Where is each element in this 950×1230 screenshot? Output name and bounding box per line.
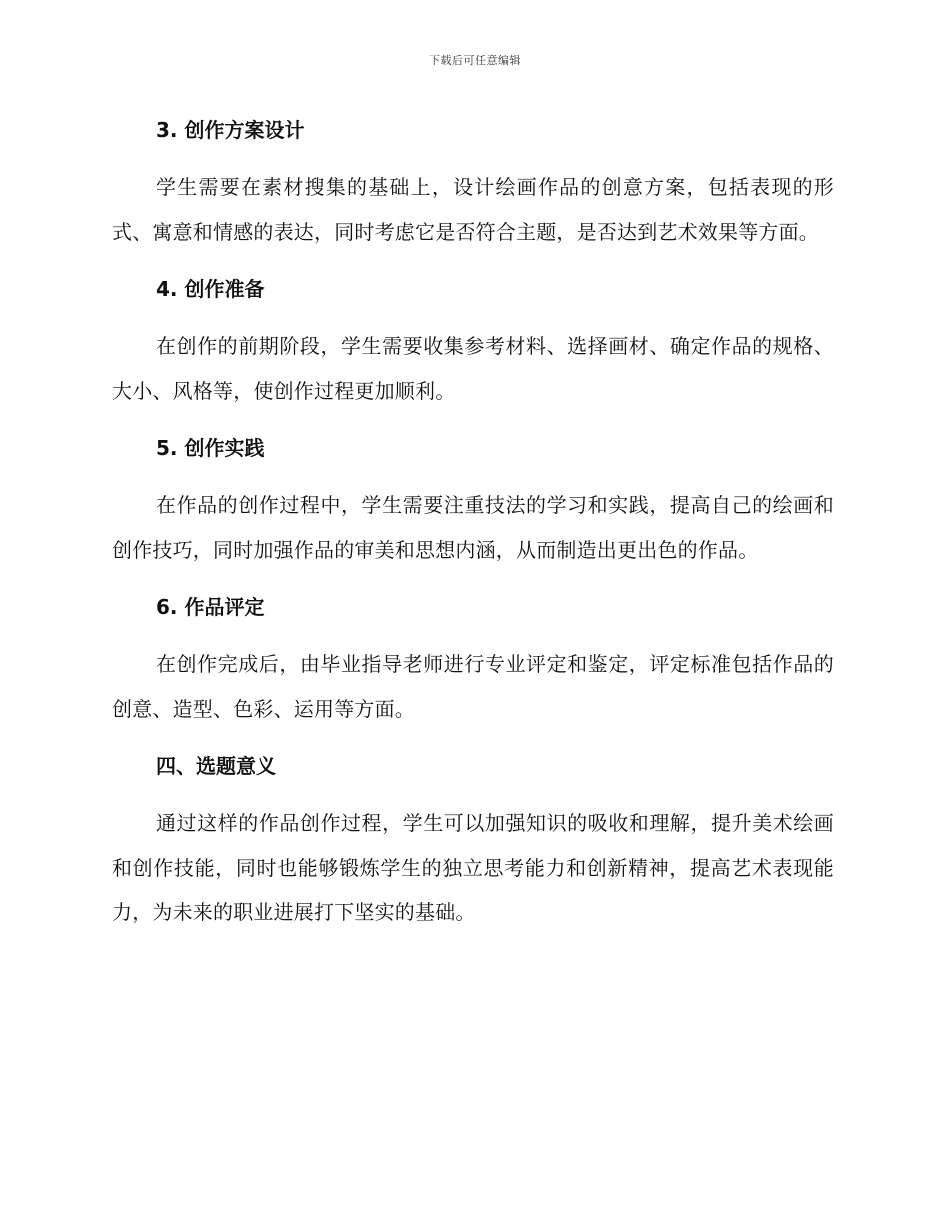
section-paragraph-creative-plan-design: 学生需要在素材搜集的基础上，设计绘画作品的创意方案，包括表现的形式、寓意和情感的表达，同时考虑它是否符合主题，是否达到艺术效果等方面。 [112, 175, 834, 244]
section-heading-creative-plan-design: 3. 创作方案设计 [156, 118, 305, 142]
section-paragraph-work-evaluation: 在创作完成后，由毕业指导老师进行专业评定和鉴定，评定标准包括作品的创意、造型、色彩、运用等方面。 [112, 652, 834, 721]
section-paragraph-topic-significance: 通过这样的作品创作过程，学生可以加强知识的吸收和理解，提升美术绘画和创作技能，同时也能够锻炼学生的独立思考能力和创新精神，提高艺术表现能力，为未来的职业进展打下坚实的基础。 [112, 811, 834, 924]
document-body [112, 108, 834, 948]
section-heading-work-evaluation: 6. 作品评定 [156, 595, 265, 619]
section-heading-topic-significance: 四、选题意义 [156, 754, 276, 778]
page-header-note: 下载后可任意编辑 [429, 54, 521, 67]
section-paragraph-creative-preparation: 在创作的前期阶段，学生需要收集参考材料、选择画材、确定作品的规格、大小、风格等，使创作过程更加顺利。 [112, 334, 834, 403]
section-heading-creative-practice: 5. 创作实践 [156, 436, 265, 460]
section-heading-creative-preparation: 4. 创作准备 [156, 277, 265, 301]
section-paragraph-creative-practice: 在作品的创作过程中，学生需要注重技法的学习和实践，提高自己的绘画和创作技巧，同时加强作品的审美和思想内涵，从而制造出更出色的作品。 [112, 493, 834, 562]
